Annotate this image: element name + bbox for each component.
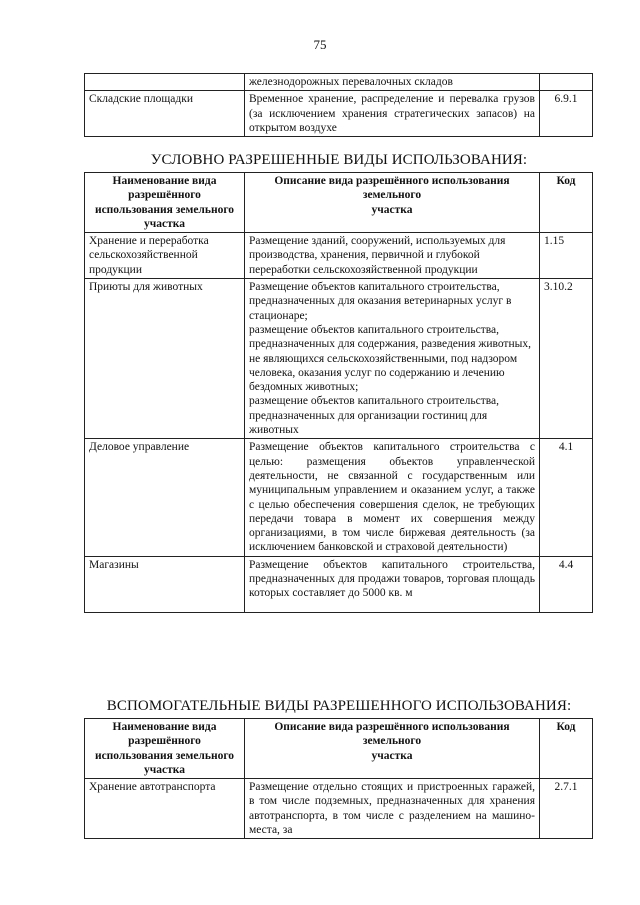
code-cell: 6.9.1: [540, 91, 593, 137]
code-cell: 1.15: [540, 233, 593, 279]
table-row: [85, 779, 593, 839]
name-cell: Магазины: [85, 556, 245, 612]
table-row: [85, 556, 593, 612]
header-code: Код: [540, 719, 593, 779]
header-code: Код: [540, 173, 593, 233]
header-description-line2: участка: [371, 749, 413, 762]
name-cell: [85, 74, 245, 91]
header-description: [245, 173, 540, 233]
code-cell: 4.1: [540, 439, 593, 556]
section-heading-conditional: УСЛОВНО РАЗРЕШЕННЫЕ ВИДЫ ИСПОЛЬЗОВАНИЯ:: [150, 152, 528, 168]
header-description-line2: участка: [371, 203, 413, 216]
description-cell: Размещение зданий, сооружений, используемых для производства, хранения, первичной и глубокой переработки сельскохозяйственной продукции: [245, 233, 540, 279]
table-row: [85, 91, 593, 137]
name-cell: Хранение автотранспорта: [85, 779, 245, 839]
description-cell: Размещение объектов капитального строительства, предназначенных для оказания ветеринарных услуг в стационаре; размещение объектов капитального строительства, предназначенных для содержания, разведения животных, не являющихся сельскохозяйственными, под надзором человека, оказания услуг по содержанию и лечению бездомных животных; размещение объектов капитального строительства, предназначенных для организации гостиниц для животных: [245, 279, 540, 439]
header-name: Наименование вида разрешённого использования земельного участка: [85, 173, 245, 233]
conditional-uses-table: [84, 172, 593, 613]
name-cell: Деловое управление: [85, 439, 245, 556]
code-cell: 3.10.2: [540, 279, 593, 439]
description-cell: железнодорожных перевалочных складов: [245, 74, 540, 91]
auxiliary-uses-table: [84, 718, 593, 839]
description-cell: Размещение объектов капитального строительства, предназначенных для продажи товаров, торговая площадь которых составляет до 5000 кв. м: [245, 556, 540, 612]
description-cell: Временное хранение, распределение и перевалка грузов (за исключением хранения стратегических запасов) на открытом воздухе: [245, 91, 540, 137]
table-header-row: [85, 719, 593, 779]
table-row: [85, 439, 593, 556]
header-description-line1: Описание вида разрешённого использования земельного: [274, 175, 510, 202]
description-cell: Размещение объектов капитального строительства с целью: размещения объектов управленческой деятельности, не связанной с государственным или муниципальным управлением и оказанием услуг, а также с целью обеспечения совершения сделок, не требующих передачи товара в момент их совершения между организациями, в том числе биржевая деятельность (за исключением банковской и страховой деятельности): [245, 439, 540, 556]
header-description: [245, 719, 540, 779]
name-cell: Хранение и переработка сельскохозяйственной продукции: [85, 233, 245, 279]
table-row: [85, 279, 593, 439]
page-number: 75: [313, 37, 327, 52]
code-cell: 4.4: [540, 556, 593, 612]
code-cell: [540, 74, 593, 91]
table-row: [85, 233, 593, 279]
header-description-line1: Описание вида разрешённого использования земельного: [274, 721, 510, 748]
description-cell: Размещение отдельно стоящих и пристроенных гаражей, в том числе подземных, предназначенных для хранения автотранспорта, в том числе с разделением на машино-места, за: [245, 779, 540, 839]
table-row: [85, 74, 593, 91]
continuation-table: [84, 73, 593, 137]
code-cell: 2.7.1: [540, 779, 593, 839]
section-heading-auxiliary: ВСПОМОГАТЕЛЬНЫЕ ВИДЫ РАЗРЕШЕННОГО ИСПОЛЬЗОВАНИЯ:: [106, 698, 572, 714]
name-cell: Складские площадки: [85, 91, 245, 137]
name-cell: Приюты для животных: [85, 279, 245, 439]
table-header-row: [85, 173, 593, 233]
header-name: Наименование вида разрешённого использования земельного участка: [85, 719, 245, 779]
